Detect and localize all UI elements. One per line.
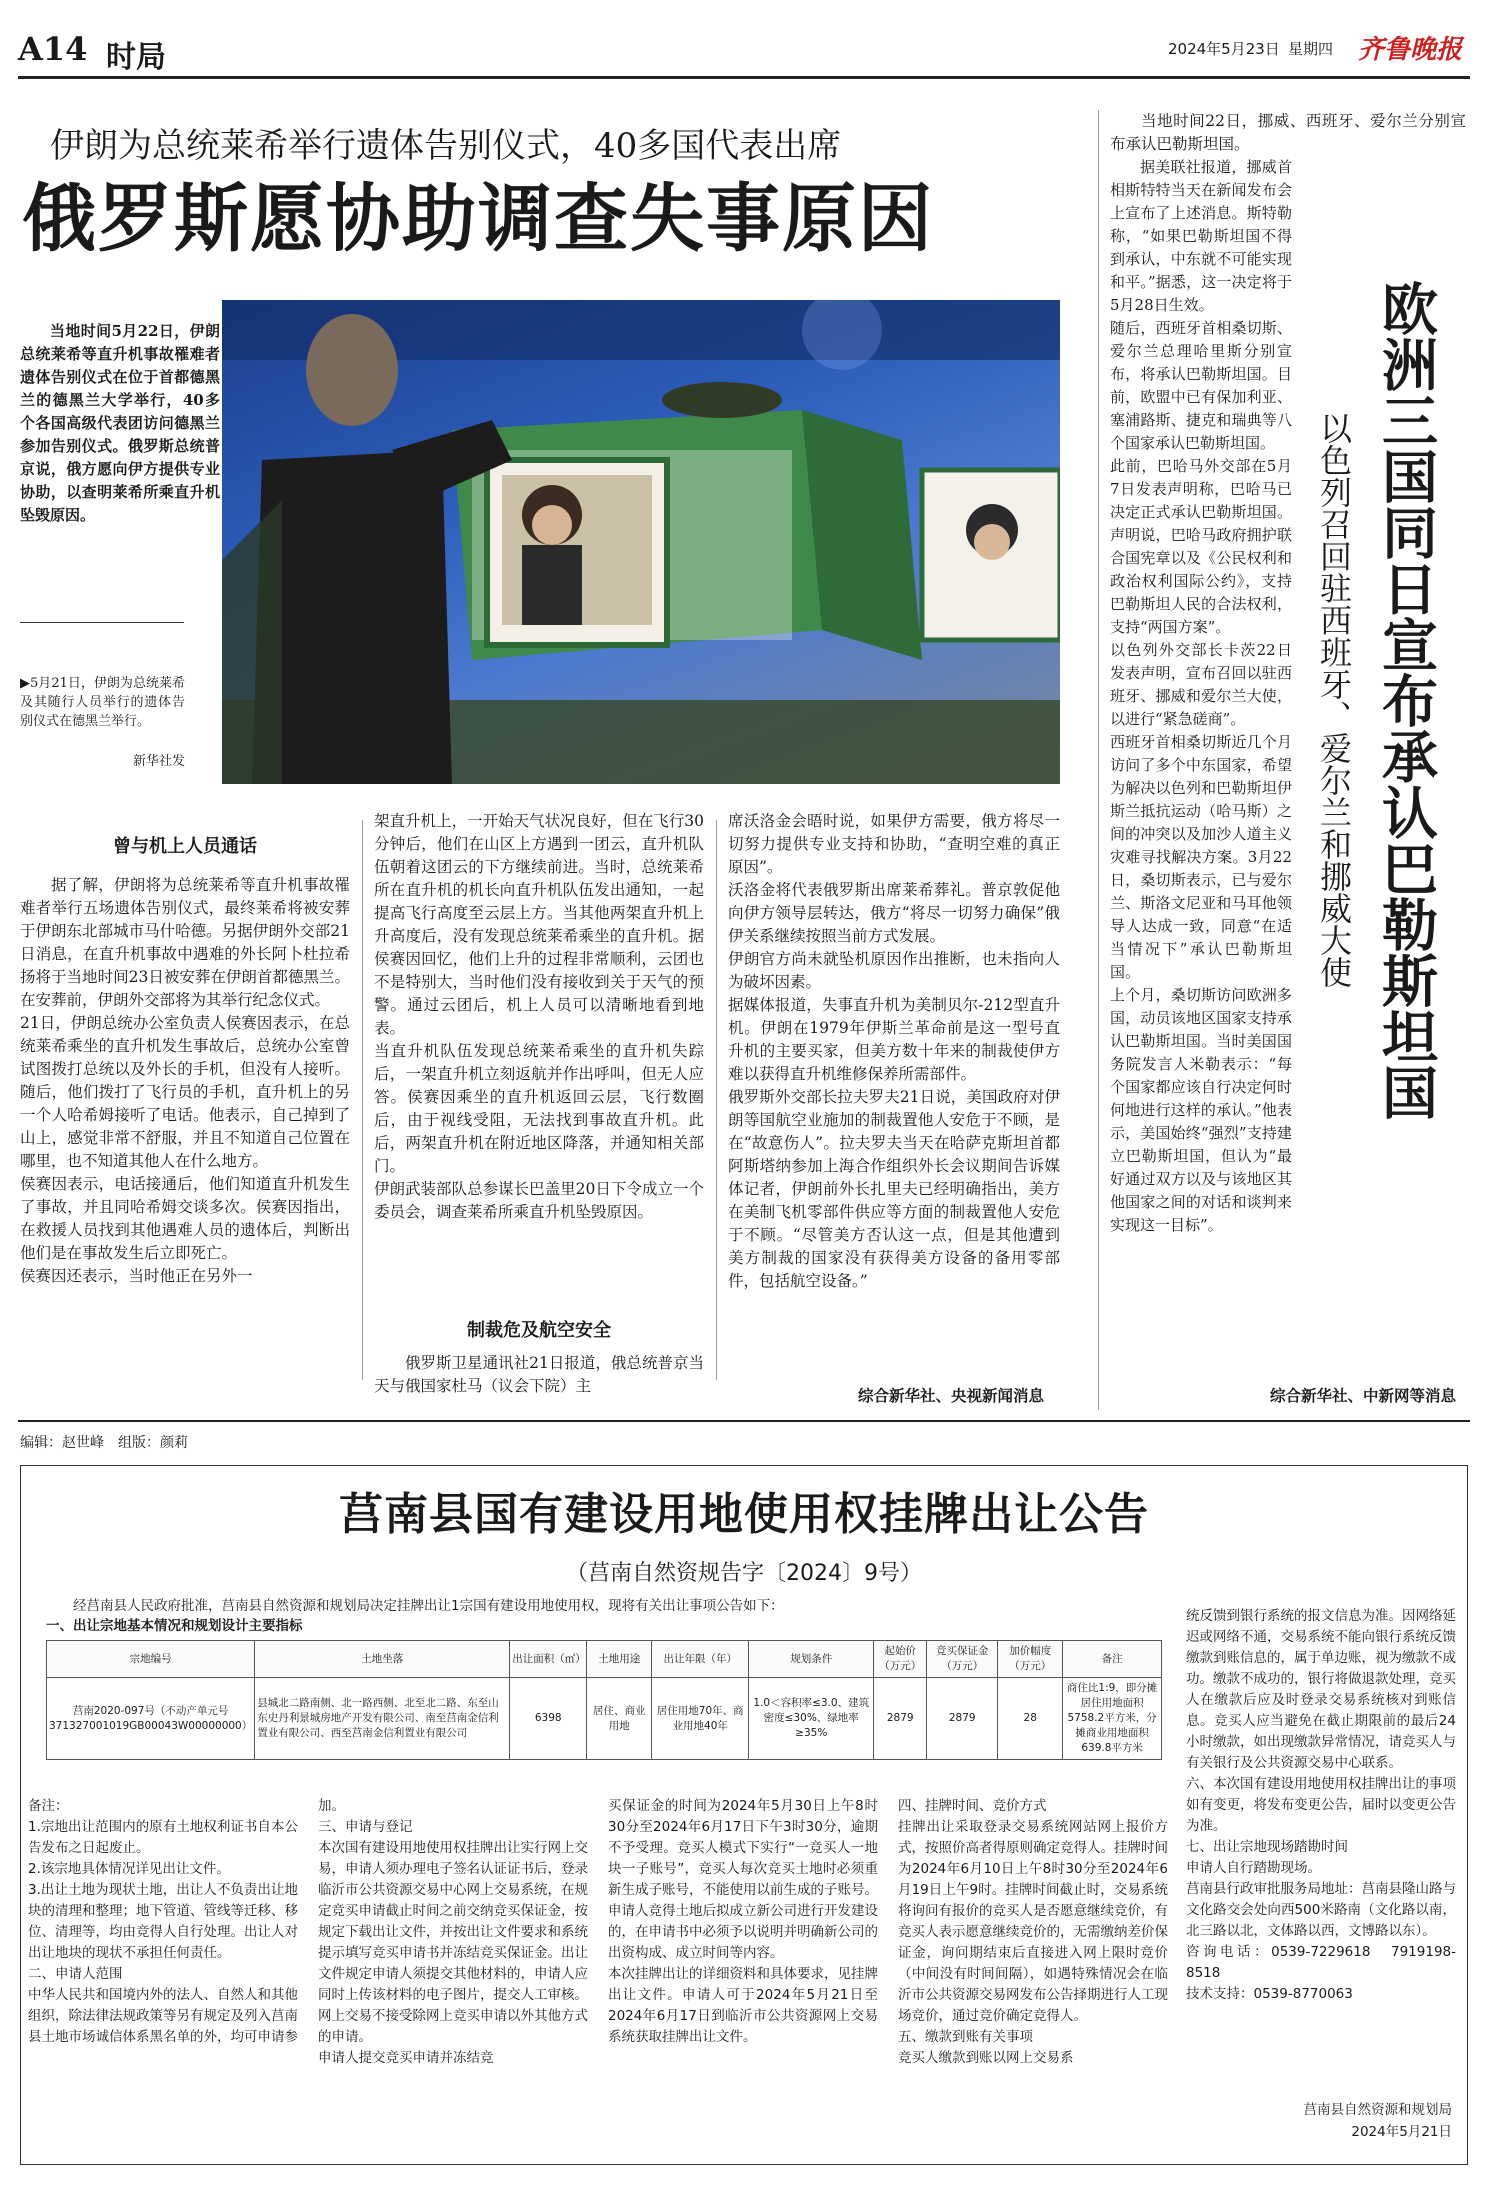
side-credit: 综合新华社、中新网等消息 [1269,1386,1456,1405]
cell-parcel-id: 莒南2020-097号（不动产单元号371327001019GB00043W00000000） [47,1678,255,1760]
th-term: 出让年限（年） [652,1641,749,1678]
cell-increment: 28 [998,1678,1063,1760]
lead-kicker: 伊朗为总统莱希举行遗体告别仪式，40多国代表出席 [50,126,842,166]
lead-column-1 [20,874,350,1288]
th-planning: 规划条件 [749,1641,874,1678]
lead-column-2b [374,1352,704,1398]
newspaper-logo: 齐鲁晚报 [1358,35,1463,65]
notice-title: 莒南县国有建设用地使用权挂牌出让公告 [339,1489,1149,1540]
notice-col1-text: 备注： 1.宗地出让范围内的原有土地权利证书自本公告发布之日起废止。 2.该宗地具体情况详见出让文件。 3.出让土地为现状土地，出让人不负责出让地块的清理和整理；地下管道、管线等迁移、移位、清理等，均由竞得人自行处理。出让人对出让地块的现状不承担任何责任。 二、申请人范围 中华人民共和国境内外的法人、自然人和其他组织，除法律法规政策等另有规定及列入莒南县土地市场诚信体系黑名单的外，均可申请参 [28,1798,298,2045]
subhead-sanctions: 制裁危及航空安全 [467,1320,611,1341]
photo-caption: ▶5月21日，伊朗为总统莱希及其随行人员举行的遗体告别仪式在德黑兰举行。 [20,676,185,729]
funeral-photo [222,300,1060,784]
cell-use: 居住、商业用地 [587,1678,652,1760]
cell-remarks: 商住比1:9，即分摊居住用地面积5758.2平方米，分摊商业用地面积639.8平方米 [1063,1678,1162,1760]
lead-credit: 综合新华社、央视新闻消息 [857,1386,1044,1405]
col-divider [716,820,717,1380]
side-body-text: 据美联社报道，挪威首相斯特特当天在新闻发布会上宣布了上述消息。斯特勒称，“如果巴勒斯坦国不得到承认，中东就不可能实现和平。”据悉，这一决定将于5月28日生效。 随后，西班牙首相桑切斯、爱尔兰总理哈里斯分别宣布，将承认巴勒斯坦国。目前，欧盟中已有保加利亚、塞浦路斯、捷克和瑞典等八个国家承认巴勒斯坦国。 此前，巴哈马外交部在5月7日发表声明称，巴哈马已决定正式承认巴勒斯坦国。声明说，巴哈马政府拥护联合国宪章以及《公民权利和政治权利国际公约》，支持巴勒斯坦人民的合法权利，支持“两国方案”。 以色列外交部长卡茨22日发表声明，宣布召回以驻西班牙、挪威和爱尔兰大使，以进行“紧急磋商”。 西班牙首相桑切斯近几个月访问了多个中东国家，希望为解决以色列和巴勒斯坦伊斯兰抵抗运动（哈马斯）之间的冲突以及加沙人道主义灾难寻找解决方案。3月22日，桑切斯表示，已与爱尔兰、斯洛文尼亚和马耳他领导人达成一致，同意“在适当情况下”承认巴勒斯坦国。 上个月，桑切斯访问欧洲多国，动员该地区国家支持承认巴勒斯坦国。当时美国国务院发言人米勒表示：“每个国家都应该自行决定何时何地进行这样的承认。”他表示，美国始终“强烈”支持建立巴勒斯坦国，但认为“最好通过双方以及与该地区其他国家之间的对话和谈判来实现这一目标”。 [1110,158,1292,1234]
lead-summary: 当地时间5月22日，伊朗总统莱希等直升机事故罹难者遗体告别仪式在位于首都德黑兰的德黑兰大学举行，40多个各国高级代表团访问德黑兰参加告别仪式。俄罗斯总统普京说，俄方愿向伊方提供专业协助，以查明莱希所乘直升机坠毁原因。 [20,322,220,524]
editors-line: 编辑：赵世峰 组版：颜莉 [20,1435,188,1451]
th-area: 出让面积（㎡） [510,1641,587,1678]
notice-col-4 [898,1796,1168,2069]
photo-credit: 新华社发 [132,754,185,769]
th-use: 土地用途 [587,1641,652,1678]
lead-column-3 [728,810,1060,1293]
col-divider [362,820,363,1380]
cell-start-price: 2879 [874,1678,927,1760]
lead-headline: 俄罗斯愿协助调查失事原因 [22,176,934,262]
lead-col2b-text: 俄罗斯卫星通讯社21日报道，俄总统普京当天与俄国家杜马（议会下院）主 [374,1354,704,1395]
issue-date: 2024年5月23日 [1168,40,1280,58]
lead-col3-text: 席沃洛金会晤时说，如果伊方需要，俄方将尽一切努力提供专业支持和协助，“查明空难的真正原因”。 沃洛金将代表俄罗斯出席莱希葬礼。普京敦促他向伊方领导层转达，俄方“将尽一切努力确保”俄伊关系继续按照当前方式发展。 伊朗官方尚未就坠机原因作出推断，也未指向人为破坏因素。 据媒体报道，失事直升机为美制贝尔-212型直升机。伊朗在1979年伊斯兰革命前是这一型号直升机的主要买家，但美方数十年来的制裁使伊方难以获得直升机维修保养所需部件。 俄罗斯外交部长拉夫罗夫21日说，美国政府对伊朗等国航空业施加的制裁置他人安危于不顾，是在“故意伤人”。拉夫罗夫当天在哈萨克斯坦首都阿斯塔纳参加上海合作组织外长会议期间告诉媒体记者，伊朗前外长扎里夫已经明确指出，美方在美制飞机零部件供应等方面的制裁置他人安危于不顾。“尽管美方否认这一点，但是其他遭到美方制裁的国家没有获得美方设备的备用零部件，包括航空设备。” [728,812,1060,1290]
th-deposit: 竞买保证金（万元） [927,1641,998,1678]
th-parcel-id: 宗地编号 [47,1641,255,1678]
cell-deposit: 2879 [927,1678,998,1760]
notice-signature-date: 2024年5月21日 [1351,2124,1452,2140]
header-rule [18,76,1470,79]
issue-weekday: 星期四 [1288,40,1334,58]
editors-rule [18,1420,1470,1422]
th-location: 土地坐落 [255,1641,510,1678]
notice-section-1: 一、出让宗地基本情况和规划设计主要指标 [46,1618,303,1634]
th-increment: 加价幅度（万元） [998,1641,1063,1678]
page-header [18,26,1470,75]
notice-signature-org: 莒南县自然资源和规划局 [1303,2102,1452,2118]
notice-col-1 [28,1796,298,2048]
th-remarks: 备注 [1063,1641,1162,1678]
side-headline: 欧洲三国同日宣布承认巴勒斯坦国 [1373,280,1439,1120]
section-name: 时局 [106,40,166,75]
cell-location: 县城北二路南侧、北一路西侧、北至北二路、东至山东史丹利景城房地产开发有限公司、南至莒南金信利置业有限公司、西至莒南金信利置业有限公司 [255,1678,510,1760]
cell-planning: 1.0＜容积率≤3.0、建筑密度≤30%、绿地率≥35% [749,1678,874,1760]
notice-col5-text: 统反馈到银行系统的报文信息为准。因网络延迟或网络不通，交易系统不能向银行系统反馈缴款到账信息的，属于单边账，视为缴款不成功。缴款不成功的，银行将做退款处理，竞买人在缴款后应及时登录交易系统核对到账信息。竞买人应当避免在截止期限前的最后24小时缴款，如出现缴款异常情况，请竞买人与有关银行及公共资源交易中心联系。 六、本次国有建设用地使用权挂牌出让的事项如有变更，将发布变更公告，届时以变更公告为准。 七、出让宗地现场踏勘时间 申请人自行踏勘现场。 莒南县行政审批服务局地址：莒南县隆山路与文化路交会处向西500米路南（文化路以南，北三路以北，文体路以西，文博路以东）。 咨询电话：0539-7229618 7919198-8518 技术支持：0539-8770063 [1186,1608,1456,2002]
notice-col-5 [1186,1606,1456,2005]
side-subtitle: 以色列召回驻西班牙、爱尔兰和挪威大使 [1315,412,1353,988]
lead-col2a-text: 架直升机上，一开始天气状况良好，但在飞行30分钟后，他们在山区上方遇到一团云，直升机队伍朝着这团云的下方继续前进。当时，总统莱希所在直升机的机长向直升机队伍发出通知，一起提高飞行高度至云层上方。当其他两架直升机上升高度后，没有发现总统莱希乘坐的直升机。据侯赛因回忆，他们上升的过程非常顺利，云团也不是特别大，当时他们没有接收到关于天气的预警。通过云团后，机上人员可以清晰地看到地表。 当直升机队伍发现总统莱希乘坐的直升机失踪后，一架直升机立刻返航并作出呼叫，但无人应答。侯赛因乘坐的直升机返回云层，飞行数圈后，由于视线受阻，无法找到事故直升机。此后，两架直升机在附近地区降落，并通知相关部门。 伊朗武装部队总参谋长巴盖里20日下令成立一个委员会，调查莱希所乘直升机坠毁原因。 [374,812,704,1221]
notice-doc-number: （莒南自然资规告字〔2024〕9号） [566,1561,922,1586]
side-intro: 当地时间22日，挪威、西班牙、爱尔兰分别宣布承认巴勒斯坦国。 [1110,112,1466,153]
side-body [1110,156,1292,1386]
th-start-price: 起始价（万元） [874,1641,927,1678]
subhead-call: 曾与机上人员通话 [113,836,257,857]
notice-col-2 [318,1796,588,2069]
notice-col-3 [608,1796,878,2048]
photo-illustration [222,300,1060,784]
land-table [46,1640,1162,1760]
land-table-header [47,1641,1162,1678]
lead-col1-text: 据了解，伊朗将为总统莱希等直升机事故罹难者举行五场遗体告别仪式，最终莱希将被安葬于伊朗东北部城市马什哈德。另据伊朗外交部21日消息，在直升机事故中遇难的外长阿卜杜拉希扬将于当地时间23日被安葬在伊朗首都德黑兰。在安葬前，伊朗外交部将为其举行纪念仪式。 21日，伊朗总统办公室负责人侯赛因表示，在总统莱希乘坐的直升机发生事故后，总统办公室曾试图拨打总统以及外长的手机，但没有人接听。随后，他们拨打了飞行员的手机，直升机上的另一个人哈希姆接听了电话。他表示，自己掉到了山上，感觉非常不舒服，并且不知道自己位置在哪里，也不知道其他人在什么地方。 侯赛因表示，电话接通后，他们知道直升机发生了事故，并且同哈希姆交谈多次。侯赛因指出，在救援人员找到其他遇难人员的遗体后，判断出他们是在事故发生后立即死亡。 侯赛因还表示，当时他正在另外一 [20,876,350,1285]
notice-intro: 经莒南县人民政府批准，莒南县自然资源和规划局决定挂牌出让1宗国有建设用地使用权，现将有关出让事项公告如下： [73,1598,784,1614]
side-divider [1098,110,1099,1410]
notice-col3-text: 买保证金的时间为2024年5月30日上午8时30分至2024年6月17日下午3时30分，逾期不予受理。竞买人模式下实行“一竞买人一地块一子账号”，竞买人每次竞买土地时必须重新生成子账号，不能使用以前生成的子账号。申请人竞得土地后拟成立新公司进行开发建设的，在申请书中必须予以说明并明确新公司的出资构成、成立时间等内容。 本次挂牌出让的详细资料和具体要求，见挂牌出让文件。申请人可于2024年5月21日至2024年6月17日到临沂市公共资源网上交易系统获取挂牌出让文件。 [608,1798,878,2045]
cell-area: 6398 [510,1678,587,1760]
summary-divider [20,622,184,623]
cell-term: 居住用地70年、商业用地40年 [652,1678,749,1760]
page-number: A14 [18,30,88,68]
notice-col4-text: 四、挂牌时间、竞价方式 挂牌出让采取登录交易系统网站网上报价方式，按照价高者得原则确定竞得人。挂牌时间为2024年6月10日上午8时30分至2024年6月19日上午9时。挂牌时间截止时，交易系统将询问有报价的竞买人是否愿意继续竞价，有竞买人表示愿意继续竞价的，无需缴纳差价保证金，询问期结束后直接进入网上限时竞价（中间没有时间间隔），如遇特殊情况会在临沂市公共资源交易网发布公告择期进行人工现场竞价，通过竞价确定竞得人。 五、缴款到账有关事项 竞买人缴款到账以网上交易系 [898,1798,1168,2066]
lead-column-2 [374,810,704,1224]
table-row [47,1678,1162,1760]
notice-col2-text: 加。 三、申请与登记 本次国有建设用地使用权挂牌出让实行网上交易，申请人须办理电子签名认证证书后，登录临沂市公共资源交易中心网上交易系统，在规定竞买申请截止时间之前交纳竞买保证金，按规定下载出让文件，并按出让文件要求和系统提示填写竞买申请书并冻结竞买保证金。出让文件规定申请人须提交其他材料的，申请人应同时上传该材料的电子图片，提交人工审核。网上交易不接受除网上竞买申请以外其他方式的申请。 申请人提交竞买申请并冻结竞 [318,1798,588,2066]
